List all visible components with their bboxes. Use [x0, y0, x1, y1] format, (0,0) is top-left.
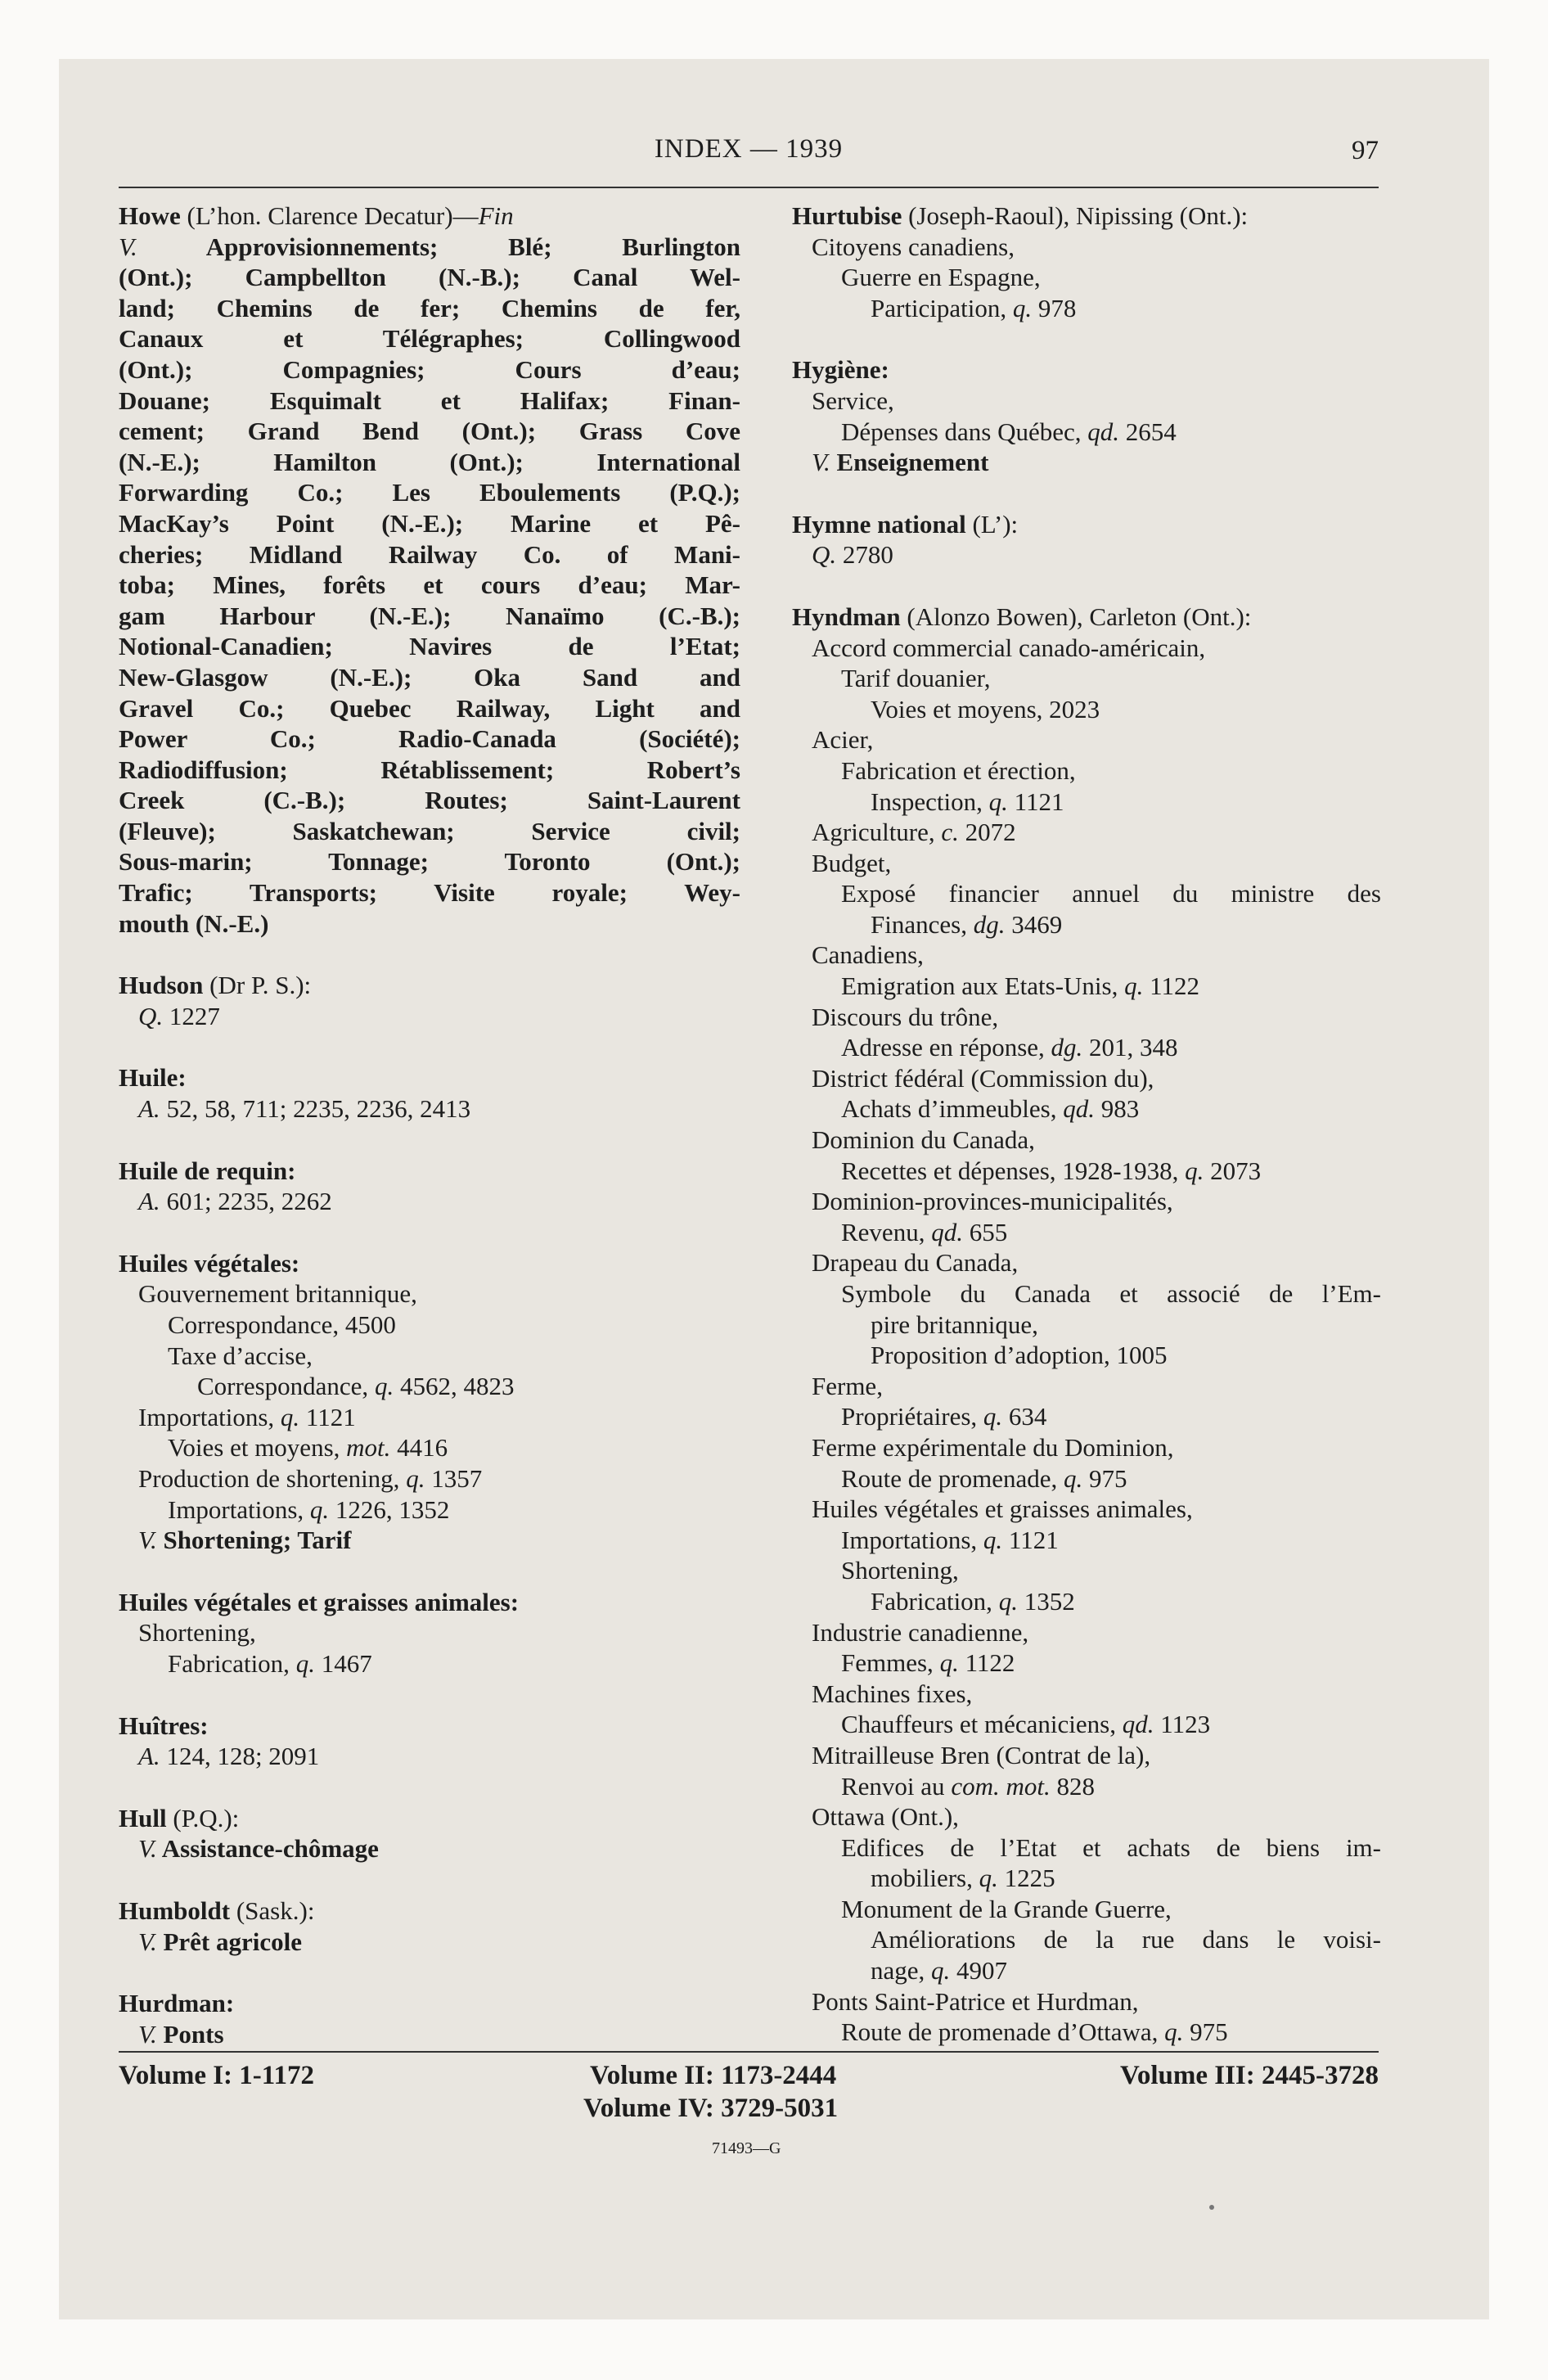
sub-entry: Agriculture, c. 2072	[812, 818, 1016, 847]
index-title: INDEX — 1939	[654, 134, 844, 164]
cross-reference-line: Power Co.; Radio-Canada (Société);	[119, 724, 740, 754]
sub-entry: Finances, dg. 3469	[871, 909, 1063, 939]
index-entry-hurtubise	[792, 201, 1381, 323]
entry-heading: Huiles végétales:	[119, 1248, 300, 1278]
entry-heading: Hurtubise	[792, 201, 902, 230]
footer-rule	[119, 2051, 1379, 2053]
sub-entry: nage, q. 4907	[871, 1956, 1008, 1986]
cross-reference-line: MacKay’s Point (N.-E.); Marine et Pê-	[119, 508, 740, 538]
cross-reference: V. Enseignement	[812, 448, 989, 477]
entry-heading: Hurdman:	[119, 1989, 235, 2018]
sub-entry: Monument de la Grande Guerre,	[841, 1894, 1172, 1923]
sub-entry: Fabrication, q. 1467	[168, 1648, 372, 1678]
sub-entry: Drapeau du Canada,	[812, 1248, 1019, 1278]
cross-reference-line: land; Chemins de fer; Chemins de fer,	[119, 293, 740, 322]
index-entry-hyndman	[792, 602, 1381, 2048]
sub-entry: Correspondance, 4500	[168, 1310, 396, 1339]
cross-reference-line: mouth (N.-E.)	[119, 908, 269, 938]
entry-reference: A. 601; 2235, 2262	[138, 1187, 332, 1216]
sub-entry: Ferme expérimentale du Dominion,	[812, 1432, 1174, 1462]
sub-entry: Dominion du Canada,	[812, 1125, 1035, 1155]
cross-reference-line: (Ont.); Campbellton (N.-B.); Canal Wel-	[119, 263, 740, 292]
entry-heading: Howe	[119, 201, 181, 230]
sub-entry: Dépenses dans Québec, qd. 2654	[841, 417, 1177, 446]
sub-entry: Fabrication, q. 1352	[871, 1586, 1075, 1616]
sub-entry: Budget,	[812, 848, 892, 877]
sub-entry: Ponts Saint-Patrice et Hurdman,	[812, 1986, 1139, 2016]
sub-entry: Ferme,	[812, 1371, 883, 1400]
entry-heading: Hyndman	[792, 602, 901, 631]
index-entry-humboldt	[119, 1895, 740, 1957]
entry-heading: Humboldt	[119, 1895, 231, 1925]
sub-entry: Dominion-provinces-municipalités,	[812, 1187, 1173, 1216]
sub-entry: Recettes et dépenses, 1928-1938, q. 2073	[841, 1156, 1262, 1185]
sub-entry: Huiles végétales et graisses animales,	[812, 1494, 1193, 1524]
sub-entry: Correspondance, q. 4562, 4823	[197, 1372, 515, 1401]
cross-reference: V. Assistance-chômage	[138, 1834, 379, 1864]
sub-entry: Emigration aux Etats-Unis, q. 1122	[841, 971, 1199, 1001]
sub-entry: Exposé financier annuel du ministre des	[841, 879, 1381, 908]
cross-reference: V. Prêt agricole	[138, 1927, 302, 1956]
index-entry-huitres	[119, 1711, 740, 1772]
entry-heading: Huile:	[119, 1063, 187, 1093]
cross-reference-line: New-Glasgow (N.-E.); Oka Sand and	[119, 662, 740, 692]
entry-reference: Q. 2780	[812, 540, 893, 570]
entry-heading: Hymne national	[792, 509, 966, 539]
entry-qualifier: (L’hon. Clarence Decatur)—	[180, 201, 479, 230]
cross-reference-line: (N.-E.); Hamilton (Ont.); International	[119, 447, 740, 476]
cross-reference: V. Ponts	[138, 2019, 224, 2049]
sub-entry: Acier,	[812, 725, 874, 755]
sub-entry: mobiliers, q. 1225	[871, 1864, 1055, 1893]
entry-qualifier: (Sask.):	[230, 1895, 315, 1925]
sub-entry: Mitrailleuse Bren (Contrat de la),	[812, 1740, 1151, 1769]
entry-reference: A. 52, 58, 711; 2235, 2236, 2413	[138, 1094, 471, 1124]
cross-reference-line: cement; Grand Bend (Ont.); Grass Cove	[119, 417, 740, 446]
sub-entry: District fédéral (Commission du),	[812, 1063, 1154, 1093]
cross-reference-line: Douane; Esquimalt et Halifax; Finan-	[119, 385, 740, 415]
cross-reference-line: Radiodiffusion; Rétablissement; Robert’s	[119, 755, 740, 784]
entry-qualifier: (Dr P. S.):	[203, 971, 312, 1000]
sub-entry: Industrie canadienne,	[812, 1617, 1029, 1647]
sub-entry: Citoyens canadiens,	[812, 232, 1015, 261]
cross-reference-line: Creek (C.-B.); Routes; Saint-Laurent	[119, 786, 740, 815]
sub-entry: Shortening,	[841, 1556, 959, 1585]
volume-1-range: Volume I: 1-1172	[119, 2061, 314, 2090]
sub-entry: Gouvernement britannique,	[138, 1279, 417, 1309]
sub-entry: Tarif douanier,	[841, 664, 991, 693]
index-entry-hurdman	[119, 1988, 740, 2049]
cross-reference-line: gam Harbour (N.-E.); Nanaïmo (C.-B.);	[119, 601, 740, 630]
sub-entry: Revenu, qd. 655	[841, 1217, 1008, 1246]
sub-entry: Edifices de l’Etat et achats de biens im-	[841, 1832, 1381, 1862]
index-entry-hudson	[119, 970, 740, 1031]
sub-entry: Accord commercial canado-américain,	[812, 633, 1206, 662]
sub-entry: Améliorations de la rue dans le voisi-	[871, 1925, 1381, 1954]
sub-entry: Symbole du Canada et associé de l’Em-	[841, 1279, 1381, 1308]
sub-entry: Femmes, q. 1122	[841, 1648, 1015, 1678]
cross-reference-line: toba; Mines, forêts et cours d’eau; Mar-	[119, 570, 740, 600]
page-number: 97	[1352, 136, 1379, 165]
left-column	[119, 201, 740, 2049]
sub-entry: Voies et moyens, 2023	[871, 694, 1100, 723]
sub-entry: Voies et moyens, mot. 4416	[168, 1433, 448, 1463]
sub-entry: Propriétaires, q. 634	[841, 1402, 1047, 1431]
index-entry-huile	[119, 1062, 740, 1124]
right-column	[792, 201, 1381, 2048]
sub-entry: Taxe d’accise,	[168, 1341, 313, 1370]
sub-entry: Discours du trône,	[812, 1002, 999, 1031]
page-header	[119, 131, 1379, 180]
sub-entry: Chauffeurs et mécaniciens, qd. 1123	[841, 1710, 1211, 1739]
index-entry-howe	[119, 201, 740, 939]
volume-2-range: Volume II: 1173-2444	[590, 2061, 837, 2090]
sub-entry: Participation, q. 978	[871, 293, 1077, 322]
sub-entry-list	[792, 633, 1381, 2048]
sub-entry: Machines fixes,	[812, 1679, 973, 1708]
entry-fin: Fin	[478, 201, 514, 230]
sub-entry: Renvoi au com. mot. 828	[841, 1771, 1095, 1801]
entry-qualifier: (Joseph-Raoul), Nipissing (Ont.):	[902, 201, 1249, 230]
index-entry-huile-de-requin	[119, 1156, 740, 1217]
entry-heading: Huîtres:	[119, 1711, 209, 1740]
entry-qualifier: (P.Q.):	[166, 1803, 240, 1832]
cross-reference-block	[119, 232, 740, 940]
cross-reference-line: cheries; Midland Railway Co. of Mani-	[119, 539, 740, 569]
sub-entry: Route de promenade, q. 975	[841, 1463, 1127, 1493]
entry-heading: Hudson	[119, 971, 204, 1000]
sub-entry: pire britannique,	[871, 1309, 1038, 1339]
entry-heading: Hull	[119, 1803, 167, 1832]
cross-reference-line: Notional-Canadien; Navires de l’Etat;	[119, 632, 740, 661]
sub-entry: Ottawa (Ont.),	[812, 1802, 959, 1832]
sub-entry: Route de promenade d’Ottawa, q. 975	[841, 2017, 1228, 2047]
cross-reference-line: Forwarding Co.; Les Eboulements (P.Q.);	[119, 478, 740, 507]
sub-entry: Inspection, q. 1121	[871, 787, 1064, 816]
entry-heading: Hygiène:	[792, 355, 889, 385]
page-footer	[119, 2061, 1379, 2175]
sub-entry: Shortening,	[138, 1618, 256, 1648]
entry-heading-line	[119, 201, 740, 232]
cross-reference-line: Gravel Co.; Quebec Railway, Light and	[119, 693, 740, 723]
sub-entry: Service,	[812, 385, 894, 415]
sub-entry: Adresse en réponse, dg. 201, 348	[841, 1033, 1178, 1062]
cross-reference-line: (Fleuve); Saskatchewan; Service civil;	[119, 816, 740, 845]
sub-entry: Production de shortening, q. 1357	[138, 1463, 483, 1493]
ink-speck	[1209, 2205, 1214, 2210]
cross-reference-line: (Ont.); Compagnies; Cours d’eau;	[119, 354, 740, 384]
sub-entry: Fabrication et érection,	[841, 755, 1076, 785]
sub-entry: Guerre en Espagne,	[841, 263, 1041, 292]
volume-3-range: Volume III: 2445-3728	[1120, 2061, 1379, 2090]
sub-entry: Canadiens,	[812, 940, 924, 970]
entry-reference: A. 124, 128; 2091	[138, 1742, 320, 1771]
entry-heading: Huiles végétales et graisses animales:	[119, 1587, 520, 1616]
print-code: 71493—G	[712, 2139, 781, 2157]
entry-reference: Q. 1227	[138, 1001, 220, 1030]
cross-reference: V. Shortening; Tarif	[138, 1526, 352, 1555]
index-entry-huiles-graisses	[119, 1587, 740, 1679]
header-rule	[119, 187, 1379, 188]
cross-reference-line: Trafic; Transports; Visite royale; Wey-	[119, 878, 740, 908]
index-entry-hymne-national	[792, 509, 1381, 570]
entry-qualifier: (Alonzo Bowen), Carleton (Ont.):	[900, 602, 1252, 631]
index-entry-hygiene	[792, 354, 1381, 477]
sub-entry: Importations, q. 1121	[841, 1525, 1059, 1554]
cross-reference-line: Canaux et Télégraphes; Collingwood	[119, 324, 740, 354]
cross-reference-line: V. Approvisionnements; Blé; Burlington	[119, 232, 740, 261]
volume-4-range: Volume IV: 3729-5031	[583, 2094, 839, 2123]
sub-entry: Proposition d’adoption, 1005	[871, 1341, 1168, 1370]
entry-heading: Huile de requin:	[119, 1156, 296, 1185]
index-entry-hull	[119, 1803, 740, 1864]
entry-qualifier: (L’):	[965, 509, 1019, 539]
index-entry-huiles-vegetales	[119, 1248, 740, 1556]
sub-entry: Importations, q. 1226, 1352	[168, 1494, 450, 1524]
cross-reference-line: Sous-marin; Tonnage; Toronto (Ont.);	[119, 847, 740, 877]
sub-entry: Achats d’immeubles, qd. 983	[841, 1094, 1140, 1124]
sub-entry: Importations, q. 1121	[138, 1402, 356, 1431]
